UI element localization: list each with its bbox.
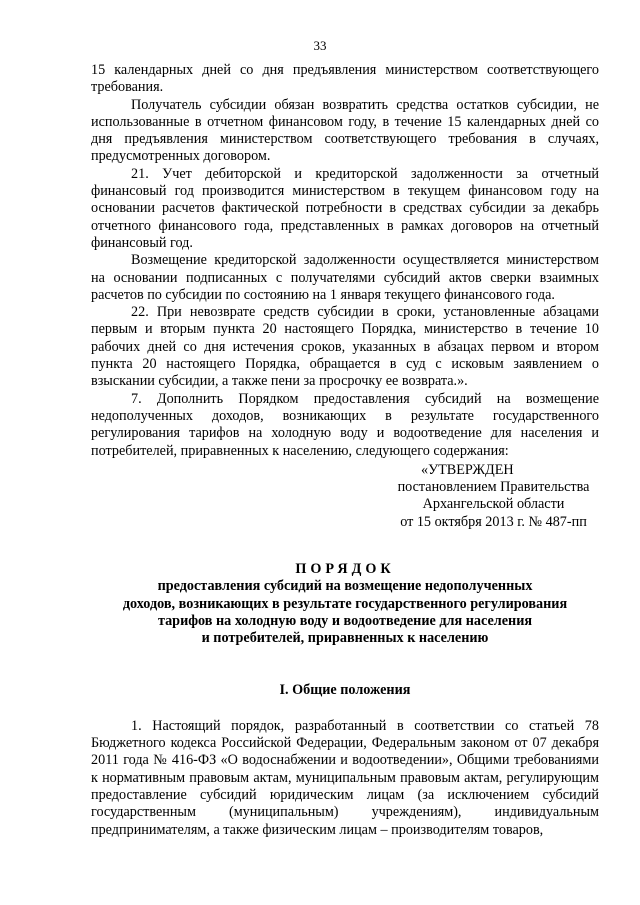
paragraph-creditor-debt: Возмещение кредиторской задолженности осуществляется министерством на основании подписанных с получателями субсидий актов сверки взаимных расчетов по субсидии по состоянию на 1 января текущего финансового года. [91,252,599,303]
page-number: 33 [313,38,327,53]
approval-stamp-block [386,462,601,531]
document-subtitle-line: и потребителей, приравненных к населению [201,630,489,647]
document-subtitle-line: доходов, возникающих в результате государственного регулирования [122,595,568,612]
paragraph-item-7: 7. Дополнить Порядком предоставления субсидий на возмещение недополученных доходов, возникающих в результате государственного регулирования тарифов на холодную воду и водоотведение для населения и потребителей, приравненных к населению, следующего содержания: [91,390,599,459]
paragraph-refund-obligation: Получатель субсидии обязан возвратить средства остатков субсидии, не использованные в отчетном финансовом году, в течение 15 календарных дней со дня предъявления министерством соответствующего требования в случаях, предусмотренных договором. [91,96,599,165]
approval-line-resolution: постановлением Правительства [397,479,590,496]
document-body [91,62,599,839]
approval-line-region: Архангельской области [422,496,565,513]
paragraph-continuation: 15 календарных дней со дня предъявления министерством соответствующего требования. [91,62,599,96]
paragraph-item-22: 22. При невозврате средств субсидии в сроки, установленные абзацами первым и вторым пункта 20 настоящего Порядка, министерство в течение 10 рабочих дней со дня истечения сроков, указанных в абзацах первом и втором пункта 20 настоящего Порядка, обращается в суд с исковым заявлением о взыскании субсидии, а также пени за просрочку ее возврата.». [91,304,599,390]
approval-line-date: от 15 октября 2013 г. № 487-пп [400,513,587,530]
document-subtitle [91,578,599,647]
paragraph-item-1: 1. Настоящий порядок, разработанный в соответствии со статьей 78 Бюджетного кодекса Российской Федерации, Федеральным законом от 07 декабря 2011 года № 416-ФЗ «О водоснабжении и водоотведении», Общими требованиями к нормативным правовым актам, муниципальным правовым актам, регулирующим предоставление субсидий юридическим лицам (за исключением субсидий государственным (муниципальным) учреждениям), индивидуальным предпринимателям, а также физическим лицам – производителям товаров, [91,717,599,838]
document-subtitle-line: тарифов на холодную воду и водоотведение для населения [157,612,533,629]
approval-line-approved: «УТВЕРЖДЕН [421,461,514,478]
document-title: ПОРЯДОК [295,561,395,578]
document-subtitle-line: предоставления субсидий на возмещение недополученных [157,578,533,595]
paragraph-item-21: 21. Учет дебиторской и кредиторской задолженности за отчетный финансовый год производится министерством в текущем финансовом году на основании расчетов фактической потребности в средствах субсидии за декабрь отчетного финансового года, представленных в рамках договоров на отчетный финансовый год. [91,165,599,251]
section-heading: I. Общие положения [279,681,411,698]
